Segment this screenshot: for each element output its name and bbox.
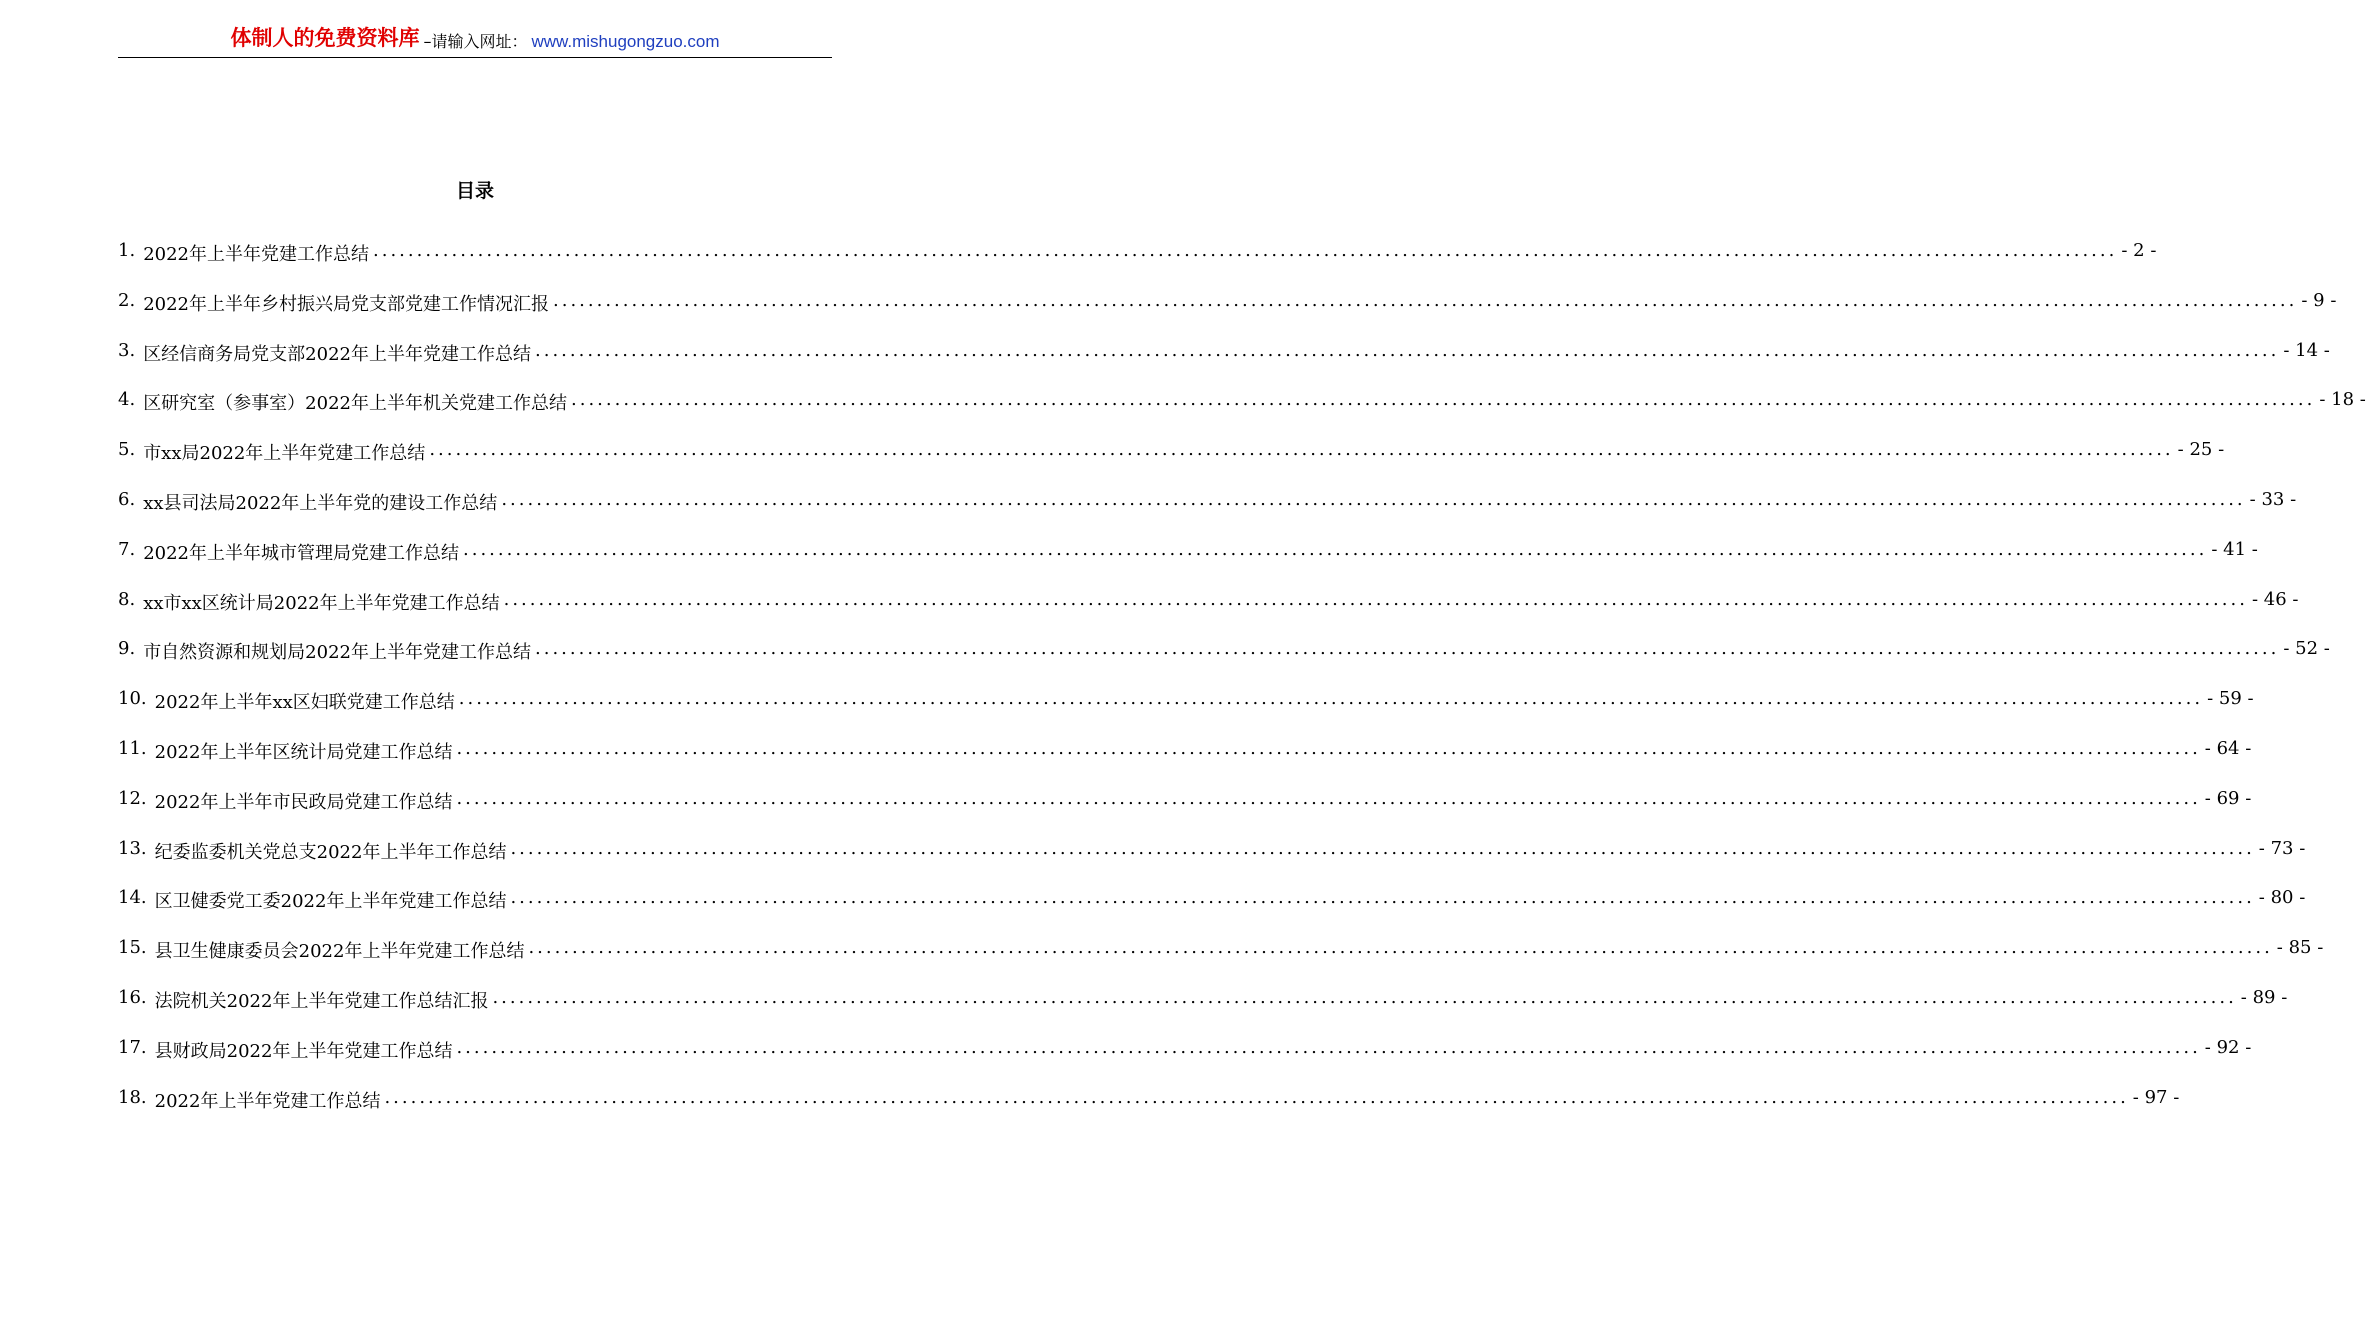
toc-entry[interactable] <box>118 688 2254 738</box>
toc-entry[interactable] <box>118 986 2288 1037</box>
toc-entry-page-number: - 41 - <box>2211 538 2258 560</box>
toc-dot-leader: ........................................................................................................................................................................................................ <box>456 1036 2201 1058</box>
toc-entry-title: 区卫健委党工委2022年上半年党建工作总结 <box>154 891 507 913</box>
site-url-link[interactable]: www.mishugongzuo.com <box>531 32 720 51</box>
toc-entry-title: 县卫生健康委员会2022年上半年党建工作总结 <box>154 941 525 963</box>
toc-entry-page-number: - 89 - <box>2240 986 2288 1008</box>
toc-entry[interactable] <box>118 488 2297 539</box>
toc-entry-number: 10. <box>118 688 147 710</box>
toc-entry-title: 区研究室（参事室）2022年上半年机关党建工作总结 <box>143 393 567 415</box>
toc-dot-leader: ........................................................................................................................................................................................................ <box>503 588 2248 610</box>
toc-entry[interactable] <box>118 339 2330 390</box>
toc-entry-title: 2022年上半年城市管理局党建工作总结 <box>143 542 459 564</box>
toc-dot-leader: ........................................................................................................................................................................................................ <box>501 488 2246 510</box>
toc-title: 目录 <box>455 180 494 202</box>
toc-entry[interactable] <box>118 787 2252 838</box>
toc-entry-title: 区经信商务局党支部2022年上半年党建工作总结 <box>143 343 531 365</box>
toc-dot-leader: ........................................................................................................................................................................................................ <box>553 289 2298 311</box>
url-prompt: –请输入网址： <box>423 32 528 51</box>
toc-entry-number: 18. <box>118 1086 147 1108</box>
toc-entry-page-number: - 73 - <box>2258 837 2306 859</box>
toc-dot-leader: ........................................................................................................................................................................................................ <box>510 887 2255 909</box>
toc-dot-leader: ........................................................................................................................................................................................................ <box>528 937 2273 959</box>
toc-entry[interactable] <box>118 737 2252 788</box>
toc-dot-leader: ........................................................................................................................................................................................................ <box>535 638 2280 660</box>
toc-dot-leader: ........................................................................................................................................................................................................ <box>463 538 2208 560</box>
toc-entry-page-number: - 80 - <box>2258 887 2306 909</box>
toc-entry-number: 1. <box>118 240 136 261</box>
toc-entry-number: 7. <box>118 538 136 560</box>
toc-entry[interactable] <box>118 937 2324 987</box>
toc-entry-page-number: - 97 - <box>2132 1086 2180 1108</box>
toc-dot-leader: ........................................................................................................................................................................................................ <box>456 737 2201 759</box>
toc-entry-title: 法院机关2022年上半年党建工作总结汇报 <box>154 990 489 1012</box>
toc-entry-page-number: - 64 - <box>2204 737 2252 759</box>
toc-entry-number: 5. <box>118 439 136 461</box>
toc-entry-page-number: - 2 - <box>2121 240 2157 261</box>
toc-entry[interactable] <box>118 638 2330 688</box>
toc-dot-leader: ........................................................................................................................................................................................................ <box>571 389 2316 411</box>
toc-entry-page-number: - 59 - <box>2207 688 2254 710</box>
toc-entry-number: 4. <box>118 389 136 411</box>
toc-entry-number: 11. <box>118 737 147 759</box>
toc-entry-number: 8. <box>118 588 136 610</box>
toc-entry-number: 17. <box>118 1036 147 1058</box>
toc-entry-title: 纪委监委机关党总支2022年上半年工作总结 <box>154 841 507 863</box>
toc-entry[interactable] <box>118 1036 2252 1087</box>
page-header <box>118 26 832 58</box>
toc-dot-leader: ........................................................................................................................................................................................................ <box>535 339 2280 361</box>
toc-dot-leader: ........................................................................................................................................................................................................ <box>384 1086 2129 1108</box>
toc-entry-page-number: - 33 - <box>2249 488 2297 510</box>
toc-entry[interactable] <box>118 887 2306 937</box>
toc-entry[interactable] <box>118 837 2306 888</box>
toc-entry[interactable] <box>118 1086 2180 1137</box>
toc-entry-page-number: - 18 - <box>2319 389 2366 411</box>
brand-title: 体制人的免费资料库 <box>230 26 420 50</box>
toc-entry-title: xx县司法局2022年上半年党的建设工作总结 <box>143 492 498 514</box>
toc-entry[interactable] <box>118 240 2157 290</box>
toc-entry-page-number: - 69 - <box>2204 787 2252 809</box>
toc-entry[interactable] <box>118 439 2225 489</box>
table-of-contents <box>118 240 2366 1136</box>
toc-entry-title: 市自然资源和规划局2022年上半年党建工作总结 <box>143 642 531 664</box>
toc-entry-page-number: - 46 - <box>2251 588 2299 610</box>
toc-dot-leader: ........................................................................................................................................................................................................ <box>510 837 2255 859</box>
toc-entry-number: 9. <box>118 638 136 660</box>
toc-entry-number: 12. <box>118 787 147 809</box>
toc-entry[interactable] <box>118 289 2337 340</box>
toc-entry-title: 2022年上半年xx区妇联党建工作总结 <box>154 692 455 714</box>
toc-dot-leader: ........................................................................................................................................................................................................ <box>373 240 2118 261</box>
toc-entry-number: 3. <box>118 339 136 361</box>
toc-entry[interactable] <box>118 538 2258 589</box>
toc-entry-page-number: - 52 - <box>2283 638 2330 660</box>
toc-dot-leader: ........................................................................................................................................................................................................ <box>492 986 2237 1008</box>
toc-entry-title: 市xx局2022年上半年党建工作总结 <box>143 443 426 465</box>
toc-entry-number: 16. <box>118 986 147 1008</box>
toc-entry-title: 2022年上半年党建工作总结 <box>143 244 369 265</box>
toc-dot-leader: ........................................................................................................................................................................................................ <box>429 439 2174 461</box>
toc-entry-number: 2. <box>118 289 136 311</box>
toc-entry-title: 2022年上半年党建工作总结 <box>154 1090 381 1112</box>
toc-entry-page-number: - 92 - <box>2204 1036 2252 1058</box>
toc-entry-title: xx市xx区统计局2022年上半年党建工作总结 <box>143 592 500 614</box>
toc-entry[interactable] <box>118 389 2366 439</box>
toc-entry-page-number: - 25 - <box>2177 439 2225 461</box>
toc-entry-title: 2022年上半年市民政局党建工作总结 <box>154 791 453 813</box>
toc-entry-title: 县财政局2022年上半年党建工作总结 <box>154 1040 453 1062</box>
toc-entry-page-number: - 9 - <box>2301 289 2337 311</box>
toc-entry-page-number: - 14 - <box>2283 339 2330 361</box>
toc-entry-title: 2022年上半年乡村振兴局党支部党建工作情况汇报 <box>143 293 549 315</box>
toc-entry-number: 6. <box>118 488 136 510</box>
toc-entry-number: 13. <box>118 837 147 859</box>
toc-entry-number: 15. <box>118 937 147 959</box>
toc-entry-page-number: - 85 - <box>2276 937 2324 959</box>
toc-dot-leader: ........................................................................................................................................................................................................ <box>456 787 2201 809</box>
toc-dot-leader: ........................................................................................................................................................................................................ <box>458 688 2204 710</box>
toc-entry-number: 14. <box>118 887 147 909</box>
toc-entry-title: 2022年上半年区统计局党建工作总结 <box>154 741 453 763</box>
toc-entry[interactable] <box>118 588 2299 639</box>
